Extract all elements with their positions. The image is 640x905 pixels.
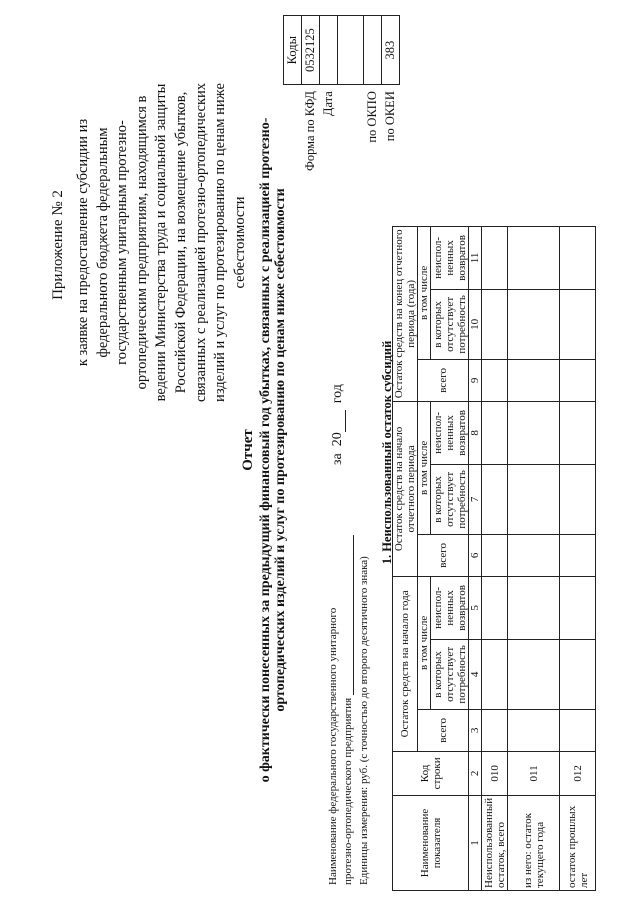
table-cell[interactable] [482,289,508,359]
table-cell[interactable] [560,709,596,751]
report-subtitle-line-1: о фактически понесенных за предыдущий финансовый год убытках, связанных с реализацией протезно- [258,117,273,783]
column-number: 5 [469,576,482,639]
header-no-need: в которых отсутствует потребность [431,464,469,534]
header-nonrefund: неиспол-ненных возвратов [431,401,469,464]
codes-header: Коды [284,16,302,85]
header-including: в том числе [418,226,431,359]
table-cell[interactable] [482,534,508,576]
table-cell[interactable] [508,576,560,639]
annex-line: государственным унитарным протезно- [114,120,131,365]
row-name: остаток прошлых лет [560,795,596,890]
header-end-period: Остаток средств на конец отчетного периода (года) [393,226,418,401]
codes-label-okpo: по ОКПО [365,91,379,143]
codes-value-okpo [364,16,382,85]
table-cell[interactable] [560,359,596,401]
org-name-text: протезно-ортопедического предприятия [342,697,354,885]
header-including: в том числе [418,576,431,709]
annex-description [74,20,250,465]
column-number: 3 [469,709,482,751]
table-cell[interactable] [560,401,596,464]
table-cell[interactable] [508,289,560,359]
codes-label-okei: по ОКЕИ [383,91,397,142]
period-year-suffix: год [330,384,345,404]
table-cell[interactable] [508,401,560,464]
table-cell[interactable] [482,709,508,751]
unused-balance-table [392,226,596,891]
report-title: Отчет [240,429,256,471]
codes-value-date [320,16,338,85]
annex-line: себестоимости [231,196,248,289]
table-cell[interactable] [482,359,508,401]
report-subtitle-line-2: ортопедических изделий и услуг по протезированию по ценам ниже себестоимости [273,188,288,712]
table-cell[interactable] [482,639,508,709]
org-name-blank [353,535,354,695]
header-start-year: Остаток средств на начало года [393,576,418,751]
period-for-label: за [330,453,345,465]
codes-value-kfd: 0532125 [302,16,320,85]
codes-label-date: Дата [321,91,335,117]
column-number: 1 [469,795,482,890]
column-number: 6 [469,534,482,576]
codes-value-blank [338,16,364,85]
header-start-period: Остаток средств на начало отчетного периода [393,401,418,576]
table-cell[interactable] [508,534,560,576]
column-number: 10 [469,289,482,359]
header-nonrefund: неиспол-ненных возвратов [431,576,469,639]
header-total: всего [418,709,469,751]
table-cell[interactable] [560,464,596,534]
column-number: 11 [469,226,482,289]
table-row [560,226,596,890]
table-cell[interactable] [560,639,596,709]
table-cell[interactable] [508,464,560,534]
table-cell[interactable] [482,464,508,534]
header-nonrefund: неиспол-ненных возвратов [431,226,469,289]
table-row [508,226,560,890]
table-cell[interactable] [508,359,560,401]
column-number: 7 [469,464,482,534]
period-year-prefix: 20 [330,432,345,447]
row-code: 012 [560,751,596,795]
annex-line: связанных с реализацией протезно-ортопедических [192,82,209,403]
header-total: всего [418,534,469,576]
table-cell[interactable] [560,226,596,289]
units-line: Единицы измерения: руб. (с точностью до второго десятичного знака) [358,556,370,885]
org-name-line-2 [342,535,354,885]
codes-label-kfd: Форма по КФД [303,91,317,171]
annex-line: изделий и услуг по протезированию по ценам ниже [212,83,229,402]
table-cell[interactable] [508,709,560,751]
annex-title: Приложение № 2 [50,190,66,300]
table-cell[interactable] [482,401,508,464]
annex-line: Российской Федерации, на возмещение убытков, [172,91,189,394]
row-code: 010 [482,751,508,795]
column-number-row [469,226,482,890]
header-no-need: в которых отсутствует потребность [431,639,469,709]
codes-label-blank [338,85,364,173]
table-row [482,226,508,890]
table-cell[interactable] [560,289,596,359]
column-number: 9 [469,359,482,401]
header-code: Код строки [393,751,469,795]
annex-line: к заявке на предоставление субсидии из [75,118,91,367]
table-cell[interactable] [482,226,508,289]
section-title: 1. Неиспользованный остаток субсидий [380,340,394,565]
annex-line: ортопедическим предприятиям, находящимся в [133,95,150,390]
period-year-blank [345,410,346,432]
column-number: 4 [469,639,482,709]
row-name: Неиспользованный остаток, всего [482,795,508,890]
annex-line: федерального бюджета федеральным [94,127,111,358]
row-name: из него: остаток текущего года [508,795,560,890]
column-number: 2 [469,751,482,795]
org-name-line-1: Наименование федерального государственного унитарного [327,607,339,885]
table-cell[interactable] [560,534,596,576]
report-period [330,384,346,465]
header-including: в том числе [418,401,431,534]
table-cell[interactable] [560,576,596,639]
annex-line: ведении Министерства труда и социальной защиты [153,83,170,402]
row-code: 011 [508,751,560,795]
codes-value-okei: 383 [382,16,400,85]
table-cell[interactable] [508,226,560,289]
header-name: Наименование показателя [393,795,469,890]
column-number: 8 [469,401,482,464]
table-cell[interactable] [508,639,560,709]
header-total: всего [418,359,469,401]
table-cell[interactable] [482,576,508,639]
header-no-need: в которых отсутствует потребность [431,289,469,359]
